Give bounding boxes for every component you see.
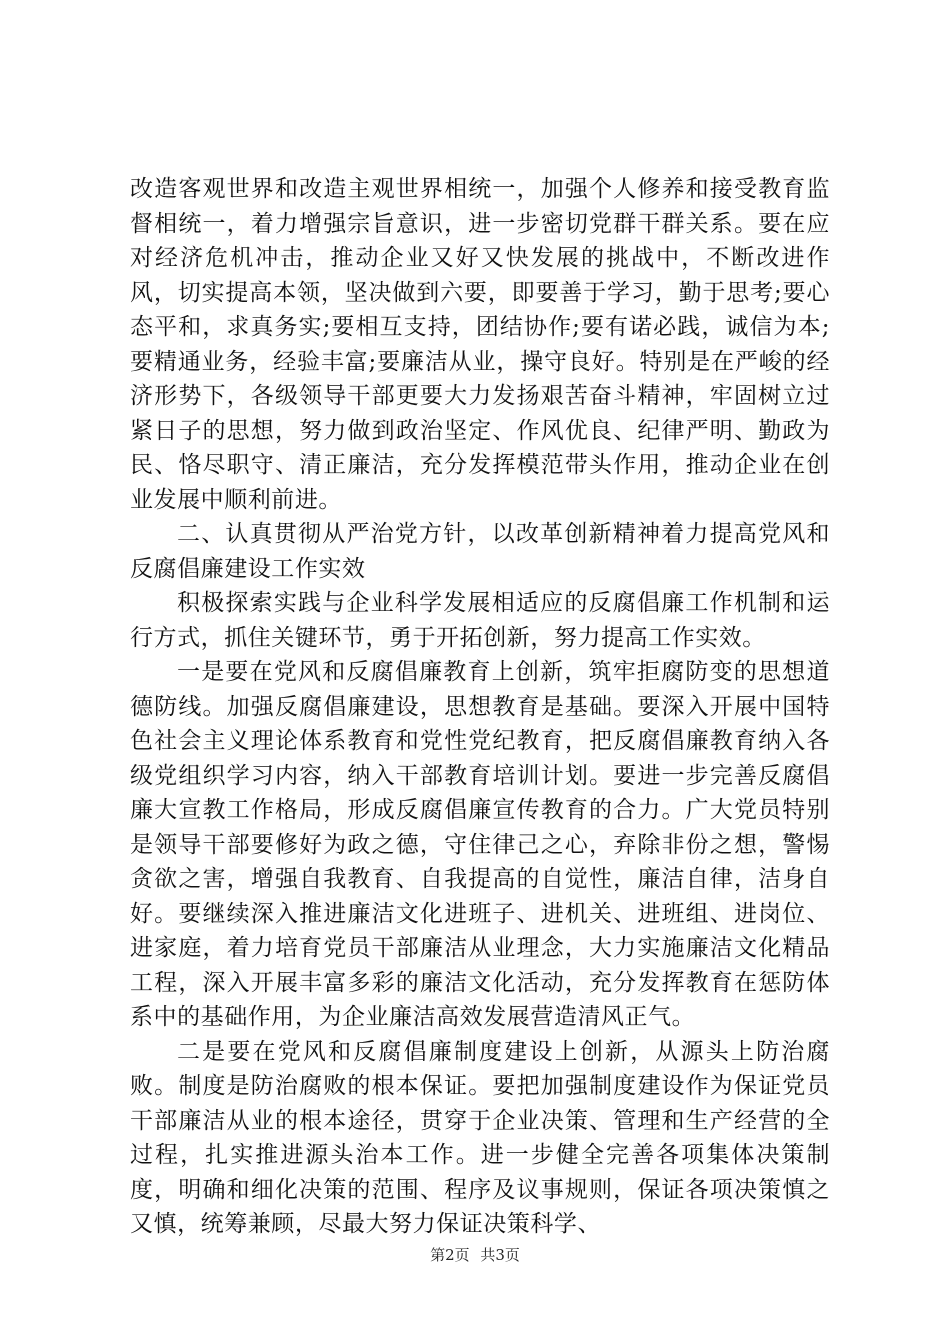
section-heading-2: 二、认真贯彻从严治党方针，以改革创新精神着力提高党风和反腐倡廉建设工作实效 [130,521,830,582]
paragraph-point-2: 二是要在党风和反腐倡廉制度建设上创新，从源头上防治腐败。制度是防治腐败的根本保证。要把加强制度建设作为保证党员干部廉洁从业的根本途径，贯穿于企业决策、管理和生产经营的全过程，扎实推进源头治本工作。进一步健全完善各项集体决策制度，明确和细化决策的范围、程序及议事规则，保证各项决策慎之又慎，统筹兼顾，尽最大努力保证决策科学、 [130,1038,830,1237]
paragraph-section-intro: 积极探索实践与企业科学发展相适应的反腐倡廉工作机制和运行方式，抓住关键环节，勇于开拓创新，努力提高工作实效。 [130,590,830,651]
paragraph-continuation: 改造客观世界和改造主观世界相统一，加强个人修养和接受教育监督相统一，着力增强宗旨意识，进一步密切党群干群关系。要在应对经济危机冲击，推动企业又好又快发展的挑战中，不断改进作风，切实提高本领，坚决做到六要，即要善于学习，勤于思考;要心态平和，求真务实;要相互支持，团结协作;要有诺必践，诚信为本;要精通业务，经验丰富;要廉洁从业，操守良好。特别是在严峻的经济形势下，各级领导干部更要大力发扬艰苦奋斗精神，牢固树立过紧日子的思想，努力做到政治坚定、作风优良、纪律严明、勤政为民、恪尽职守、清正廉洁，充分发挥模范带头作用，推动企业在创业发展中顺利前进。 [130,176,830,513]
paragraph-point-1: 一是要在党风和反腐倡廉教育上创新，筑牢拒腐防变的思想道德防线。加强反腐倡廉建设，思想教育是基础。要深入开展中国特色社会主义理论体系教育和党性党纪教育，把反腐倡廉教育纳入各级党组织学习内容，纳入干部教育培训计划。要进一步完善反腐倡廉大宣教工作格局，形成反腐倡廉宣传教育的合力。广大党员特别是领导干部要修好为政之德，守住律己之心，弃除非份之想，警惕贪欲之害，增强自我教育、自我提高的自觉性，廉洁自律，洁身自好。要继续深入推进廉洁文化进班子、进机关、进班组、进岗位、进家庭，着力培育党员干部廉洁从业理念，大力实施廉洁文化精品工程，深入开展丰富多彩的廉洁文化活动，充分发挥教育在惩防体系中的基础作用，为企业廉洁高效发展营造清风正气。 [130,659,830,1030]
document-body [130,172,830,1242]
page-number-total: 共3页 [480,1246,520,1264]
page-footer [0,1244,950,1265]
page-number-current: 第2页 [430,1246,470,1264]
